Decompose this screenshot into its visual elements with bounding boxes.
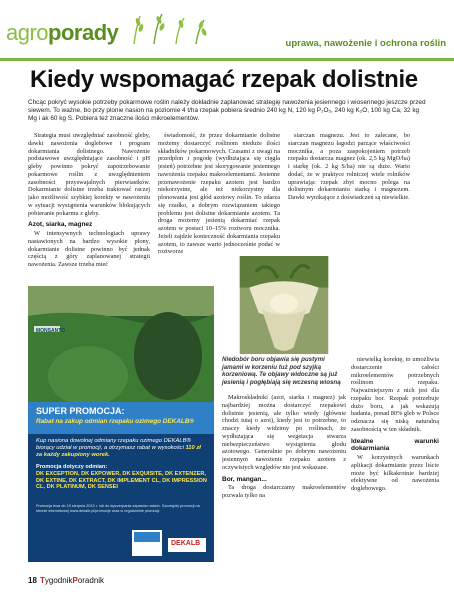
rapeseed-field-photo (28, 286, 214, 402)
ad-body-text: Kup nasiona dowolnej odmiany rzepaku ozimego DEKALB® biorący udział w promocji, a otrzymasz rabat w wysokości (36, 438, 191, 451)
rapeseed-root-photo (222, 256, 346, 354)
ad-subtitle: Rabat na zakup odmian rzepaku ozimego DEKALB® (36, 418, 195, 425)
ad-title: SUPER PROMOCJA: (36, 406, 125, 416)
ad-varieties-label: Promocja dotyczy odmian: (36, 464, 108, 470)
wheat-icon (126, 10, 218, 48)
magazine-name: TygodnikPoradnik (40, 576, 105, 585)
ad-varieties-list: DK EXCEPTION, DK EXPOWER, DK EXQUISITE, DK EXTENZER, DK EXTINE, DK EXTRACT, DK IMPLEMENT CL, DK IMPRESSION CL, DK PLATINUM, DK SENSEI (36, 470, 207, 491)
paragraph: Ta droga dostarczamy makroelementów pozwala tylko na (222, 484, 346, 499)
page-number: 18 (28, 576, 37, 585)
paragraph: niewielką korektę, to umożliwia dostarczenie całości mikroelementów potrzebnych roślinom rzepaku. Najważniejszym z nich jest dla rzepaku bor. Rzepak potrzebuje dużo boru, a jak wskazują badania, ponad 80% gleb w Polsce odznacza się niską naturalną zasobnością w ten składnik. (351, 356, 439, 433)
paragraph: siarczan magnezu. Jest to zalecane, bo siarczan magnezu łagodzi parzące właściwości mocznika, a poza zaspokojeniem potrzeb rzepaku dostarcza magnez (ok. 2,5 kg MgO/ha) i siarkę (ok. 2 kg S/ha) nie są duże. Warto dodać, że w praktyce rolniczej wiele rolników uprawiając rzepak zbyt mocno polega na dolistnym dokarmianiu siarką i magnezem. Dawki wynikające z doświadczeń są niewielkie. (288, 132, 410, 201)
subheading: Bor, mangan... (222, 475, 267, 483)
ad-logo-row (36, 530, 208, 556)
monsanto-logo: MONSANTO (36, 328, 66, 334)
magazine-logo: agroporady (6, 20, 119, 45)
article-column-1 (28, 132, 150, 282)
page-header (0, 0, 454, 58)
ad-body (36, 438, 208, 459)
subheading: Azot, siarka, magnez (28, 221, 93, 229)
header-divider (0, 58, 454, 61)
paragraph: świadomość, że przez dokarmianie dolistne możemy dostarczyć roślinom nieduże ilości składników pokarmowych. Czasami z uwagi na przedplon i pogodę (wydłużająca się cięgła jesień) potrzebne jest skorygowanie jesiennego nawożenia rzepaku makroelementami. Jesienne przenawożenie rzepaku azotem jest bardzo niekorzystne, ale też niekorzystny dla plonowania jest głód azotowy roślin. To zdarza się rzadko, a dobrym rozwiązaniem takiego problemu jest dolistne dokarmianie azotem. Ta droga możemy jesienią dokarmiać rzepak azotem w postaci 10–15% roztworu mocznika. Jeżeli zajdzie konieczność dokarmiania rzepaku azotem, to zawsze warto jednocześnie podać w roztworze (158, 132, 280, 256)
ad-varieties (36, 464, 208, 491)
dekalb-logo: DEKALB (171, 540, 201, 547)
promo-advertisement[interactable] (28, 286, 214, 562)
article-column-3 (288, 132, 410, 254)
paragraph: W intensywnych technologiach uprawy nastawionych na bardzo wysokie plony, dokarmianie dolistne powinno być jednak częścią z góry zaplanowanej strategii nawożenia. Zawsze trzeba mieć (28, 230, 150, 268)
subheading: Idealne warunki dokarmiania (351, 437, 439, 453)
paragraph: Strategia musi uwzględniać zasobność gleby, dawki nawożenia doglebowe i program dokarmiania dolistnego. Nawożenie podstawowe uwzględniające zasobność i pH gleby powinno pokryć zapotrzebowanie pokarmowe roślin z uwzględnieniem zasobności przyswajalnych pierwiastków. Dokarmianie dolistne trzeba traktować raczej jako możliwość szybkiej korekty w nawożeniu w sytuacji wystąpienia warunków blokujących pobieranie pokarmu z gleby. (28, 132, 150, 217)
article-column-3c (351, 356, 439, 566)
paragraph: W korzystnych warunkach aplikacji dokarmianie przez liście może być kilkakrotnie bardziej efektywne od nawożenia doglebowego. (351, 454, 439, 492)
ad-fineprint: Promocja trwa do 15 sierpnia 2013 r. lub do wyczerpania zapasów nasion. Szczegóły promocji na stronie internetowej www.dekalb.pl/promocje oraz w regulaminie promocji. (36, 504, 200, 513)
ad-discount: 110 zł za każdy zakupiony worek. (36, 445, 201, 458)
article-column-2b (222, 394, 346, 569)
article-lead: Chcąc pokryć wysokie potrzeby pokarmowe roślin należy dokładnie zaplanować strategię nawożenia jesiennego i wiosennego jeszcze przed siewem. To ważne, bo przy plonie nasion na poziomie 4 t/ha rzepak pobiera średnio 240 kg N, 120 kg P₂O₅, 240 kg K₂O, 100 kg Ca, 32 kg Mg i ak 60 kg S. Pobiera też znaczne ilości mikroelementów. (28, 99, 426, 122)
section-title: uprawa, nawożenie i ochrona roślin (285, 38, 446, 49)
article-title: Kiedy wspomagać rzepak dolistnie (30, 66, 418, 93)
paragraph: Makroskładniki (azot, siarka i magnez) jak najbardziej można dostarczyć rzepakowi dolistnie jesienią, ale tylko wtedy (głównie chodzi tutaj o azot), kiedy jest to potrzebne, to znaczy kiedy widzimy po roślinach, że wydłużająca się wegetacja stwarza niebezpieczeństwo wystąpienia głodu azotowego. Generalnie po dobrym nawożeniu jesiennym nawożenie rzepaku azotem z oczywistych względów nie jest wskazane. (222, 394, 346, 471)
photo-caption: Niedobór boru objawia się pustymi jamami w korzeniu tuż pod szyjką korzeniową. Te objawy widoczne są już jesienią i pogłębiają się wczesną wiosną (222, 356, 341, 386)
